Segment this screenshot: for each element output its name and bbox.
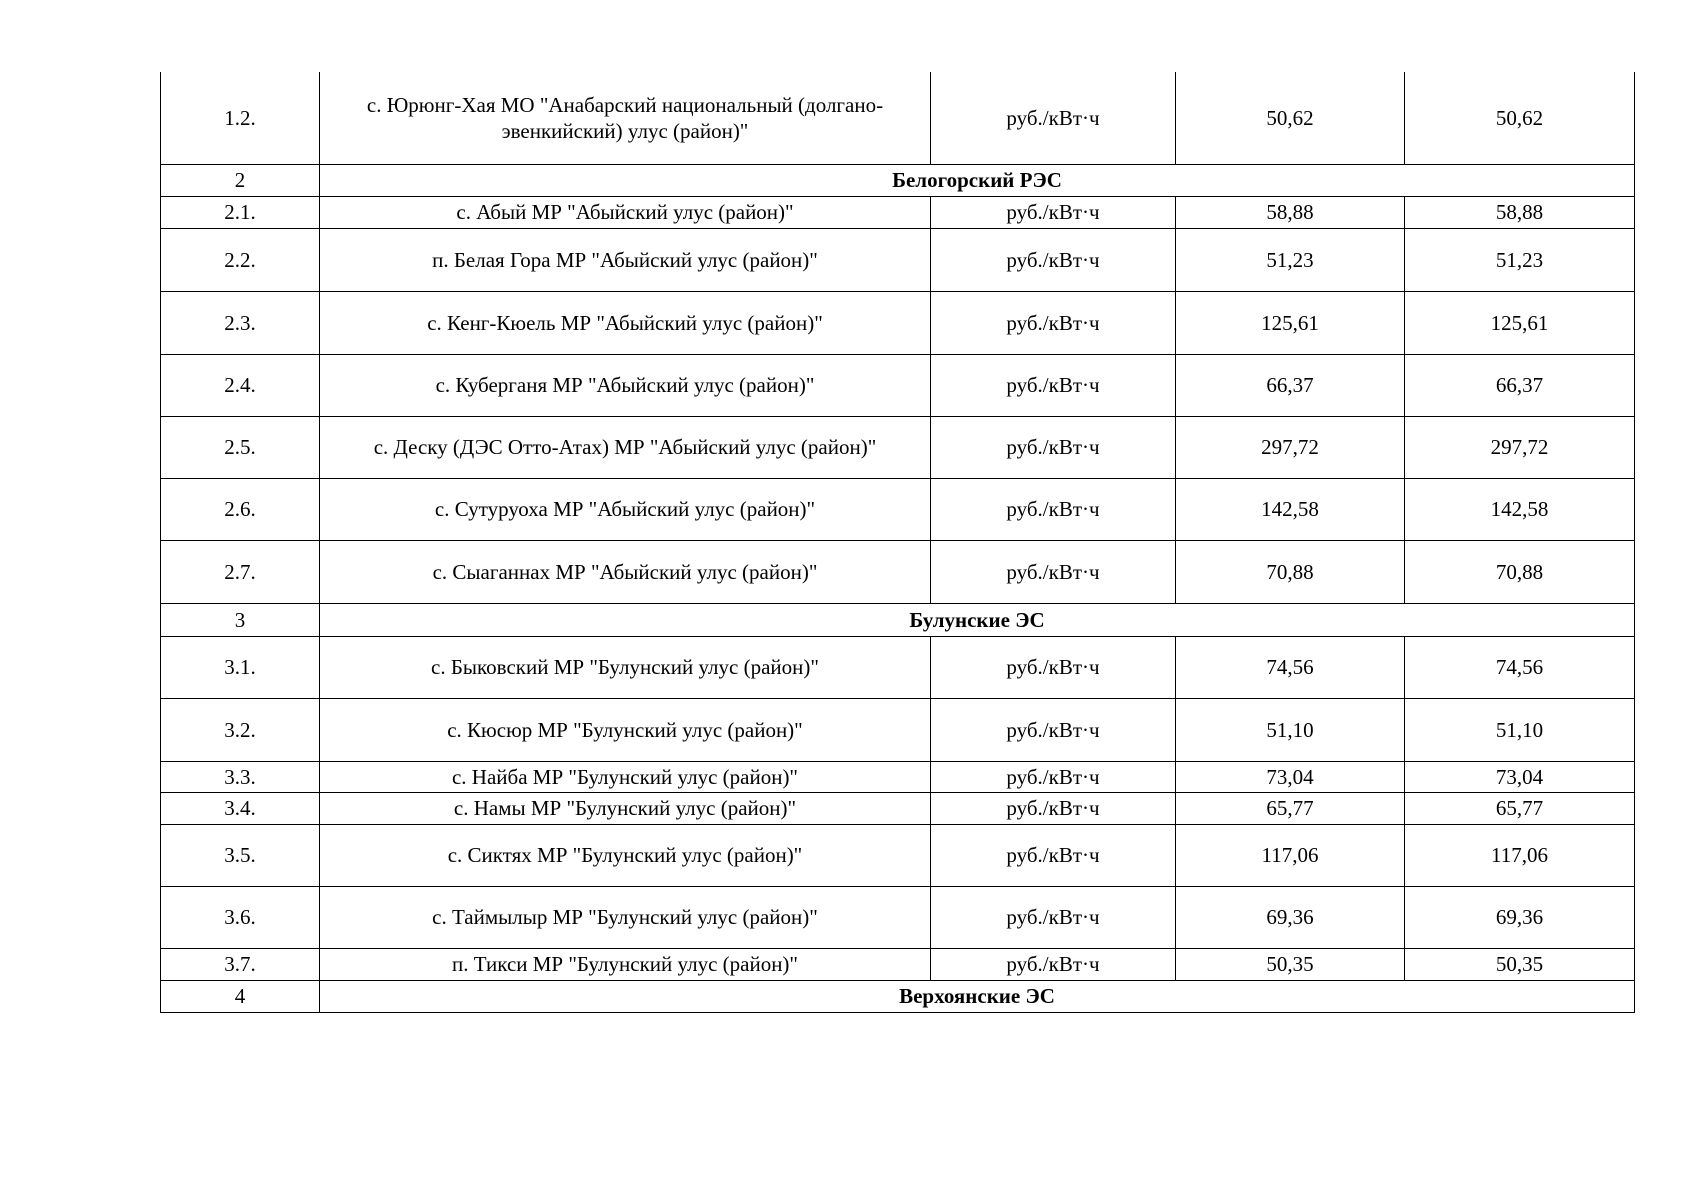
unit-cell: руб./кВт·ч: [931, 540, 1176, 603]
tariff-value-1: 69,36: [1176, 886, 1405, 948]
table-row: [161, 792, 1635, 824]
row-number: 3.5.: [161, 824, 320, 886]
section-number: 4: [161, 980, 320, 1012]
settlement-name: с. Найба МР "Булунский улус (район)": [320, 761, 931, 792]
settlement-name: с. Сутуруоха МР "Абыйский улус (район)": [320, 478, 931, 540]
unit-cell: руб./кВт·ч: [931, 824, 1176, 886]
tariff-value-2: 142,58: [1405, 478, 1635, 540]
tariff-value-1: 66,37: [1176, 354, 1405, 416]
settlement-name: с. Куберганя МР "Абыйский улус (район)": [320, 354, 931, 416]
row-number: 3.6.: [161, 886, 320, 948]
tariff-value-1: 73,04: [1176, 761, 1405, 792]
tariff-value-1: 74,56: [1176, 636, 1405, 698]
unit-cell: руб./кВт·ч: [931, 291, 1176, 354]
settlement-name: с. Кенг-Кюель МР "Абыйский улус (район)": [320, 291, 931, 354]
table-row: [161, 761, 1635, 792]
unit-cell: руб./кВт·ч: [931, 72, 1176, 164]
table-row: [161, 228, 1635, 291]
table-row: [161, 886, 1635, 948]
table-row: [161, 698, 1635, 761]
tariff-value-2: 66,37: [1405, 354, 1635, 416]
settlement-name: с. Сыаганнах МР "Абыйский улус (район)": [320, 540, 931, 603]
table-row: [161, 416, 1635, 478]
tariff-value-1: 65,77: [1176, 792, 1405, 824]
tariff-value-1: 70,88: [1176, 540, 1405, 603]
table-row: [161, 72, 1635, 164]
unit-cell: руб./кВт·ч: [931, 478, 1176, 540]
unit-cell: руб./кВт·ч: [931, 792, 1176, 824]
row-number: 2.6.: [161, 478, 320, 540]
unit-cell: руб./кВт·ч: [931, 886, 1176, 948]
table-row: [161, 540, 1635, 603]
tariff-value-2: 58,88: [1405, 196, 1635, 228]
table-row: [161, 948, 1635, 980]
section-title: Белогорский РЭС: [320, 164, 1635, 196]
tariff-value-2: 70,88: [1405, 540, 1635, 603]
unit-cell: руб./кВт·ч: [931, 636, 1176, 698]
section-number: 3: [161, 603, 320, 636]
settlement-name: п. Тикси МР "Булунский улус (район)": [320, 948, 931, 980]
row-number: 2.7.: [161, 540, 320, 603]
tariff-value-2: 69,36: [1405, 886, 1635, 948]
tariff-value-2: 74,56: [1405, 636, 1635, 698]
tariff-value-1: 125,61: [1176, 291, 1405, 354]
unit-cell: руб./кВт·ч: [931, 948, 1176, 980]
tariff-value-1: 117,06: [1176, 824, 1405, 886]
tariff-table-body: [161, 72, 1635, 1012]
settlement-name: с. Деску (ДЭС Отто-Атах) МР "Абыйский улус (район)": [320, 416, 931, 478]
tariff-value-1: 51,23: [1176, 228, 1405, 291]
table-row: [161, 196, 1635, 228]
unit-cell: руб./кВт·ч: [931, 698, 1176, 761]
tariff-value-1: 51,10: [1176, 698, 1405, 761]
row-number: 3.4.: [161, 792, 320, 824]
section-number: 2: [161, 164, 320, 196]
table-row: [161, 291, 1635, 354]
row-number: 2.4.: [161, 354, 320, 416]
section-title: Булунские ЭС: [320, 603, 1635, 636]
tariff-value-2: 50,35: [1405, 948, 1635, 980]
tariff-value-2: 117,06: [1405, 824, 1635, 886]
unit-cell: руб./кВт·ч: [931, 761, 1176, 792]
tariff-value-1: 50,62: [1176, 72, 1405, 164]
table-row: [161, 824, 1635, 886]
tariff-value-2: 73,04: [1405, 761, 1635, 792]
section-row: [161, 980, 1635, 1012]
table-row: [161, 478, 1635, 540]
settlement-name: с. Таймылыр МР "Булунский улус (район)": [320, 886, 931, 948]
tariff-value-2: 297,72: [1405, 416, 1635, 478]
settlement-name: п. Белая Гора МР "Абыйский улус (район)": [320, 228, 931, 291]
row-number: 3.2.: [161, 698, 320, 761]
settlement-name: с. Кюсюр МР "Булунский улус (район)": [320, 698, 931, 761]
settlement-name: с. Быковский МР "Булунский улус (район)": [320, 636, 931, 698]
section-title: Верхоянские ЭС: [320, 980, 1635, 1012]
row-number: 3.3.: [161, 761, 320, 792]
unit-cell: руб./кВт·ч: [931, 354, 1176, 416]
tariff-value-2: 50,62: [1405, 72, 1635, 164]
settlement-name: с. Абый МР "Абыйский улус (район)": [320, 196, 931, 228]
table-row: [161, 636, 1635, 698]
tariff-value-1: 142,58: [1176, 478, 1405, 540]
table-row: [161, 354, 1635, 416]
unit-cell: руб./кВт·ч: [931, 416, 1176, 478]
row-number: 3.1.: [161, 636, 320, 698]
row-number: 3.7.: [161, 948, 320, 980]
tariff-value-2: 125,61: [1405, 291, 1635, 354]
tariff-value-2: 65,77: [1405, 792, 1635, 824]
row-number: 2.5.: [161, 416, 320, 478]
unit-cell: руб./кВт·ч: [931, 228, 1176, 291]
tariff-value-1: 58,88: [1176, 196, 1405, 228]
row-number: 2.3.: [161, 291, 320, 354]
row-number: 2.2.: [161, 228, 320, 291]
tariff-table: [160, 72, 1635, 1013]
settlement-name: с. Юрюнг-Хая МО "Анабарский национальный (долгано-эвенкийский) улус (район)": [320, 72, 931, 164]
row-number: 2.1.: [161, 196, 320, 228]
unit-cell: руб./кВт·ч: [931, 196, 1176, 228]
section-row: [161, 603, 1635, 636]
row-number: 1.2.: [161, 72, 320, 164]
tariff-value-1: 297,72: [1176, 416, 1405, 478]
settlement-name: с. Намы МР "Булунский улус (район)": [320, 792, 931, 824]
tariff-value-2: 51,10: [1405, 698, 1635, 761]
settlement-name: с. Сиктях МР "Булунский улус (район)": [320, 824, 931, 886]
tariff-value-1: 50,35: [1176, 948, 1405, 980]
section-row: [161, 164, 1635, 196]
tariff-value-2: 51,23: [1405, 228, 1635, 291]
